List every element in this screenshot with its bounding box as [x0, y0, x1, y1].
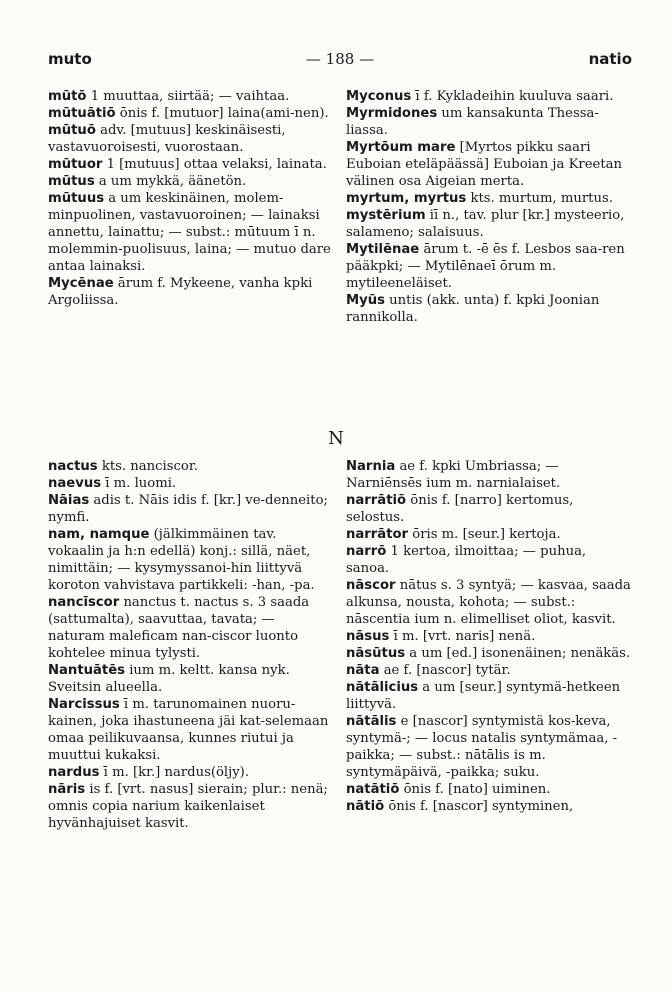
dictionary-entry: [346, 713, 632, 781]
entry-headword: Narnia: [346, 459, 396, 474]
dictionary-entry: [48, 88, 334, 105]
entry-headword: nātālis: [346, 714, 397, 729]
header-first-word: muto: [48, 50, 92, 68]
entry-definition: ārum f. Mykeene, vanha kpki Argoliissa.: [48, 276, 313, 308]
entry-definition: (jälkimmäinen tav. vokaalin ja h:n edellä) konj.: sillä, näet, nimittäin; — kysymyssanoi-hin liittyvä koroton vahvistava partikkeli: -han, -pa.: [48, 527, 315, 593]
entry-headword: nactus: [48, 459, 98, 474]
dictionary-entry: [346, 577, 632, 628]
entry-headword: mūtuātiō: [48, 106, 116, 121]
entry-headword: mūtuor: [48, 157, 103, 172]
entry-definition: um kansakunta Thessa-liassa.: [346, 106, 599, 138]
entry-headword: nancīscor: [48, 595, 120, 610]
entry-headword: nāta: [346, 663, 380, 678]
entry-headword: nam, namque: [48, 527, 150, 542]
entry-definition: ī m. luomi.: [101, 476, 177, 491]
entry-definition: nātus s. 3 syntyä; — kasvaa, saada alkunsa, nousta, kohota; — subst.: nāscentia ium n. elimelliset oliot, kasvit.: [346, 578, 631, 627]
entry-definition: ōnis f. [narro] kertomus, selostus.: [346, 493, 574, 525]
entry-definition: ī m. tarunomainen nuoru-kainen, joka ihastuneena jäi kat-selemaan omaa peilikuvaansa, kunnes riutui ja muuttui kukaksi.: [48, 697, 329, 763]
entry-definition: [Myrtos pikku saari Euboian eteläpäässä] Euboian ja Kreetan välinen osa Aigeian merta.: [346, 140, 622, 189]
entry-definition: ī m. [kr.] nardus(öljy).: [99, 765, 250, 780]
dictionary-entry: [346, 662, 632, 679]
entry-definition: ōnis f. [mutuor] laina(ami-nen).: [115, 106, 329, 121]
entry-definition: ae f. [nascor] tytär.: [379, 663, 511, 678]
entry-headword: Myūs: [346, 293, 385, 308]
entry-definition: 1 muuttaa, siirtää; — vaihtaa.: [86, 89, 290, 104]
dictionary-entry: [48, 105, 334, 122]
header-last-word: natio: [588, 50, 632, 68]
dictionary-entry: [346, 526, 632, 543]
entry-headword: mūtuō: [48, 123, 96, 138]
column-bottom-right: [346, 458, 632, 815]
dictionary-entry: [346, 190, 632, 207]
entry-headword: naevus: [48, 476, 102, 491]
dictionary-entry: [346, 628, 632, 645]
entry-headword: narrātor: [346, 527, 409, 542]
dictionary-entry: [346, 543, 632, 577]
entry-headword: Mytilēnae: [346, 242, 420, 257]
entry-headword: Myconus: [346, 89, 412, 104]
entry-headword: Narcissus: [48, 697, 120, 712]
entry-headword: Mycēnae: [48, 276, 114, 291]
dictionary-entry: [346, 105, 632, 139]
page-header: [48, 50, 632, 74]
dictionary-entry: [48, 696, 334, 764]
dictionary-entry: [48, 173, 334, 190]
entry-definition: ōnis f. [nato] uiminen.: [399, 782, 551, 797]
entry-definition: 1 [mutuus] ottaa velaksi, lainata.: [102, 157, 327, 172]
dictionary-entry: [48, 190, 334, 275]
dictionary-entry: [346, 458, 632, 492]
entry-definition: ī m. [vrt. naris] nenä.: [389, 629, 536, 644]
dictionary-entry: [346, 645, 632, 662]
entry-headword: Myrtōum mare: [346, 140, 456, 155]
entry-definition: ōris m. [seur.] kertoja.: [408, 527, 561, 542]
dictionary-entry: [48, 526, 334, 594]
column-top-left: [48, 88, 334, 309]
entry-headword: nāris: [48, 782, 86, 797]
dictionary-entry: [346, 207, 632, 241]
entry-definition: 1 kertoa, ilmoittaa; — puhua, sanoa.: [346, 544, 587, 576]
dictionary-entry: [48, 156, 334, 173]
entry-headword: nātālicius: [346, 680, 419, 695]
dictionary-entry: [48, 781, 334, 832]
dictionary-entry: [48, 122, 334, 156]
entry-headword: nāsus: [346, 629, 390, 644]
entry-headword: natātiō: [346, 782, 400, 797]
entry-headword: mystērium: [346, 208, 426, 223]
dictionary-entry: [48, 458, 334, 475]
entry-headword: Nantuātēs: [48, 663, 126, 678]
entry-definition: adv. [mutuus] keskinäisesti, vastavuoroisesti, vuorostaan.: [48, 123, 286, 155]
entry-definition: is f. [vrt. nasus] sierain; plur.: nenä; omnis copia narium kaikenlaiset hyvänhajuiset kasvit.: [48, 782, 328, 831]
entry-definition: ium m. keltt. kansa nyk. Sveitsin alueella.: [48, 663, 290, 695]
entry-headword: nardus: [48, 765, 100, 780]
entry-headword: nāscor: [346, 578, 396, 593]
entry-definition: e [nascor] syntymistä kos-keva, syntymä-; — locus natalis syntymämaa, -paikka; — subst.: nātālis is m. syntymäpäivä, -paikka; suku.: [346, 714, 618, 780]
entry-definition: untis (akk. unta) f. kpki Joonian rannikolla.: [346, 293, 600, 325]
entry-headword: myrtum, myrtus: [346, 191, 467, 206]
column-bottom-left: [48, 458, 334, 832]
entry-definition: adis t. Nāis idis f. [kr.] ve-denneito; nymfi.: [48, 493, 328, 525]
dictionary-entry: [346, 241, 632, 292]
dictionary-entry: [346, 139, 632, 190]
entry-definition: kts. nanciscor.: [97, 459, 198, 474]
entry-headword: nātiō: [346, 799, 385, 814]
entry-definition: ae f. kpki Umbriassa; — Narniēnsēs ium m. narnialaiset.: [346, 459, 561, 491]
entry-headword: narrātiō: [346, 493, 407, 508]
dictionary-entry: [346, 292, 632, 326]
dictionary-entry: [346, 798, 632, 815]
dictionary-entry: [346, 679, 632, 713]
dictionary-entry: [346, 492, 632, 526]
entry-definition: iī n., tav. plur [kr.] mysteerio, salameno; salaisuus.: [346, 208, 625, 240]
entry-headword: mūtō: [48, 89, 87, 104]
dictionary-entry: [48, 475, 334, 492]
entry-definition: kts. murtum, murtus.: [466, 191, 613, 206]
entry-definition: a um [ed.] isonenäinen; nenäkäs.: [405, 646, 631, 661]
dictionary-entry: [48, 764, 334, 781]
entry-headword: Nāias: [48, 493, 90, 508]
entry-headword: mūtuus: [48, 191, 105, 206]
column-top-right: [346, 88, 632, 326]
dictionary-entry: [48, 275, 334, 309]
section-letter: N: [328, 428, 344, 449]
dictionary-entry: [48, 594, 334, 662]
entry-definition: a um [seur.] syntymä-hetkeen liittyvä.: [346, 680, 621, 712]
entry-headword: Myrmidones: [346, 106, 438, 121]
entry-definition: nanctus t. nactus s. 3 saada (sattumalta), saavuttaa, tavata; — naturam maleficam nan-ciscor luonto kohtelee minua tylysti.: [48, 595, 310, 661]
entry-definition: ārum t. -ē ēs f. Lesbos saa-ren pääkpki; — Mytilēnaeī ōrum m. mytileeneläiset.: [346, 242, 625, 291]
entry-definition: a um mykkä, äänetön.: [94, 174, 247, 189]
dictionary-entry: [48, 492, 334, 526]
entry-headword: nāsūtus: [346, 646, 406, 661]
entry-definition: a um keskinäinen, molem-minpuolinen, vastavuoroinen; — lainaksi annettu, lainattu; — subst.: mūtuum ī n. molemmin-puolisuus, laina; — mutuo dare antaa lainaksi.: [48, 191, 331, 274]
dictionary-entry: [346, 88, 632, 105]
entry-definition: ī f. Kykladeihin kuuluva saari.: [411, 89, 614, 104]
page-number: — 188 —: [305, 50, 375, 68]
dictionary-entry: [48, 662, 334, 696]
entry-definition: ōnis f. [nascor] syntyminen,: [384, 799, 574, 814]
entry-headword: narrō: [346, 544, 387, 559]
entry-headword: mūtus: [48, 174, 95, 189]
dictionary-entry: [346, 781, 632, 798]
